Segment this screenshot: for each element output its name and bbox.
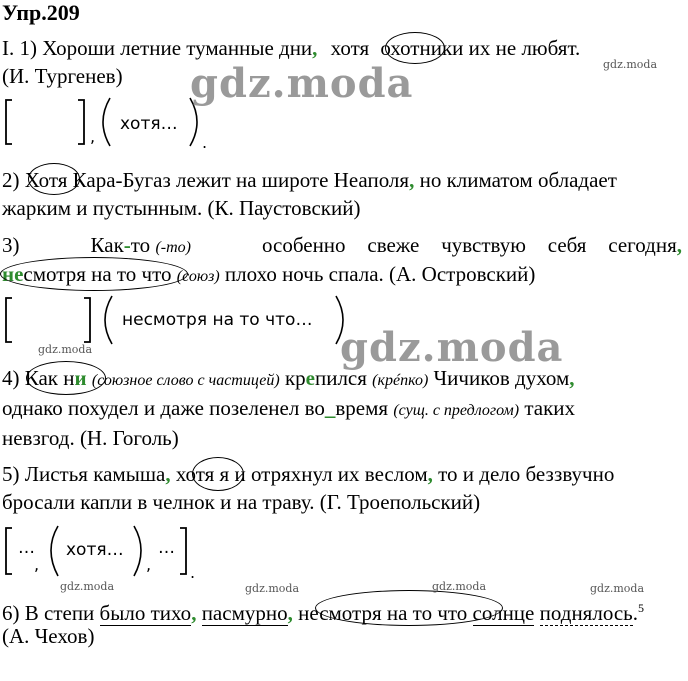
watermark-small: gdz.moda [60,580,115,593]
note-noun-preposition: (сущ. с предлогом) [393,402,520,419]
sentence-3-word-1 [91,233,191,260]
scheme-2-left-bracket [6,298,12,342]
footnote-mark: 5 [638,601,644,615]
watermark-small: gdz.moda [432,580,487,593]
underscore-mark: _ [324,396,336,420]
sentence-1-part-1: I. 1) Хороши летние туманные дни [2,36,313,60]
watermark-small: gdz.moda [245,582,300,595]
sentence-4-number: 4) [2,366,20,390]
word-part: то [130,233,151,257]
watermark-small: gdz.moda [603,58,658,71]
sentence-5-line-1 [2,462,614,486]
scheme-3-left-bracket [6,528,12,574]
sentence-2-part-2: но климатом обладает [419,168,617,192]
note-krepko: (крéпко) [372,372,429,389]
ne-particle: не [2,262,24,286]
conjunction-circle [0,257,188,291]
sentence-4-word-1: Как н [24,366,75,390]
sentence-3-line-2-rest: плохо ночь спала. (А. Островский) [224,262,536,286]
predicate-1: было тихо [99,601,192,625]
scheme-3-period: . [190,563,196,582]
sentence-6-period: . [632,601,638,625]
sentence-4-letter-i: и [74,366,87,390]
sentence-2-line-2: жарким и пустынным. (К. Паустовский) [2,196,361,220]
scheme-3-clause: хотя… [66,540,124,560]
hyphen-mark: - [123,233,131,257]
scheme-2-right-bracket [84,298,90,342]
sentence-3-rest: особенно свеже чувствую себя сегодня, [262,233,682,257]
sentence-3-number: 3) [2,233,20,257]
watermark-logo: gdz.moda [340,324,564,371]
sentence-5-part-2: я и отряхнул их веслом [219,462,428,486]
sentence-2-line-1: 2) Хотя Кара-Бугаз лежит на широте Неаполя, но климатом обладает [2,168,617,192]
word-part: пился [314,366,367,390]
sentence-4-rest: Чичиков духом [433,366,570,390]
sentence-5-comma-1: , [165,462,171,486]
scheme-2-clause: несмотря на то что… [122,310,313,330]
watermark-small: gdz.moda [38,343,93,356]
conjunction-circle [28,163,80,195]
conjunction-circle [192,457,244,491]
scheme-1-right-bracket [78,100,84,144]
sentence-5-line-2: бросали капли в челнок и на траву. (Г. Троепольский) [2,490,481,514]
predicate-2: пасмурно [201,601,288,625]
note-conjunctive-word: (союзное слово с частицей) [91,372,280,389]
watermark-logo: gdz.moda [190,60,414,107]
scheme-2-left-paren [105,296,112,344]
scheme-3-dots-2: … [158,538,175,558]
sentence-3-comma: , [676,233,682,257]
scheme-1-left-paren [103,98,110,146]
word-part: Как [90,233,124,257]
sentence-3-line-1 [2,233,682,260]
scheme-1-clause: хотя… [120,114,178,134]
sentence-4-line-3: невзгод. (Н. Гоголь) [2,426,179,450]
word-part: кр [284,366,306,390]
sentence-6-author: (А. Чехов) [2,624,95,648]
sentence-6-part-1: 6) В степи [2,601,95,625]
subject: солнце [472,601,535,625]
sentence-4-comma: , [569,366,575,390]
scheme-1-comma: , [90,127,96,146]
scheme-3-right-bracket [180,528,186,574]
note: (-то) [155,239,191,256]
scheme-1-left-bracket [6,100,12,144]
scheme-3-comma-1: , [34,555,40,574]
scheme-3-left-paren [51,526,58,576]
sentence-6-comma-2: , [287,601,293,625]
note-union: (союз) [176,268,220,285]
sentence-1-comma: , [312,36,318,60]
exercise-title: Упр.209 [2,0,80,25]
sentence-4-line-2-b: время [335,396,389,420]
sentence-2-part-1: Кара-Бугаз лежит на широте Неаполя [72,168,410,192]
conjunction-circle [315,590,503,626]
sentence-4-line-2-c: таких [524,396,576,420]
scheme-3-dots-1: … [18,538,35,558]
sentence-5-comma-2: , [427,462,433,486]
scheme-1 [0,92,220,152]
scheme-3-comma-2: , [146,555,152,574]
sentence-1-conjunction: хотя [330,36,370,60]
watermark-small: gdz.moda [590,582,645,595]
sentence-5-part-3: то и дело беззвучно [438,462,615,486]
sentence-5-conjunction: хотя [175,462,215,486]
sentence-1-part-2: охотники их не любят. [380,36,581,60]
scheme-1-period: . [202,133,208,152]
sentence-4-line-2-a: однако похудел и даже позеленел во [2,396,325,420]
sentence-1-author: (И. Тургенев) [2,64,123,88]
sentence-6-conjunction: несмотря на то что [298,601,468,625]
sentence-5-part-1: 5) Листья камыша [2,462,166,486]
scheme-3-right-paren [134,526,141,576]
predicate-3: поднялось [539,601,633,625]
sentence-2-conjunction: Хотя [24,168,68,192]
sentence-6-comma-1: , [191,601,197,625]
sentence-1-line-1 [2,36,580,60]
letter-e: е [305,366,315,390]
sentence-4-line-2 [2,396,575,423]
conjunction-circle [26,361,106,395]
sentence-2-comma: , [409,168,415,192]
sentence-3-conjunction: смотря на то что [23,262,172,286]
